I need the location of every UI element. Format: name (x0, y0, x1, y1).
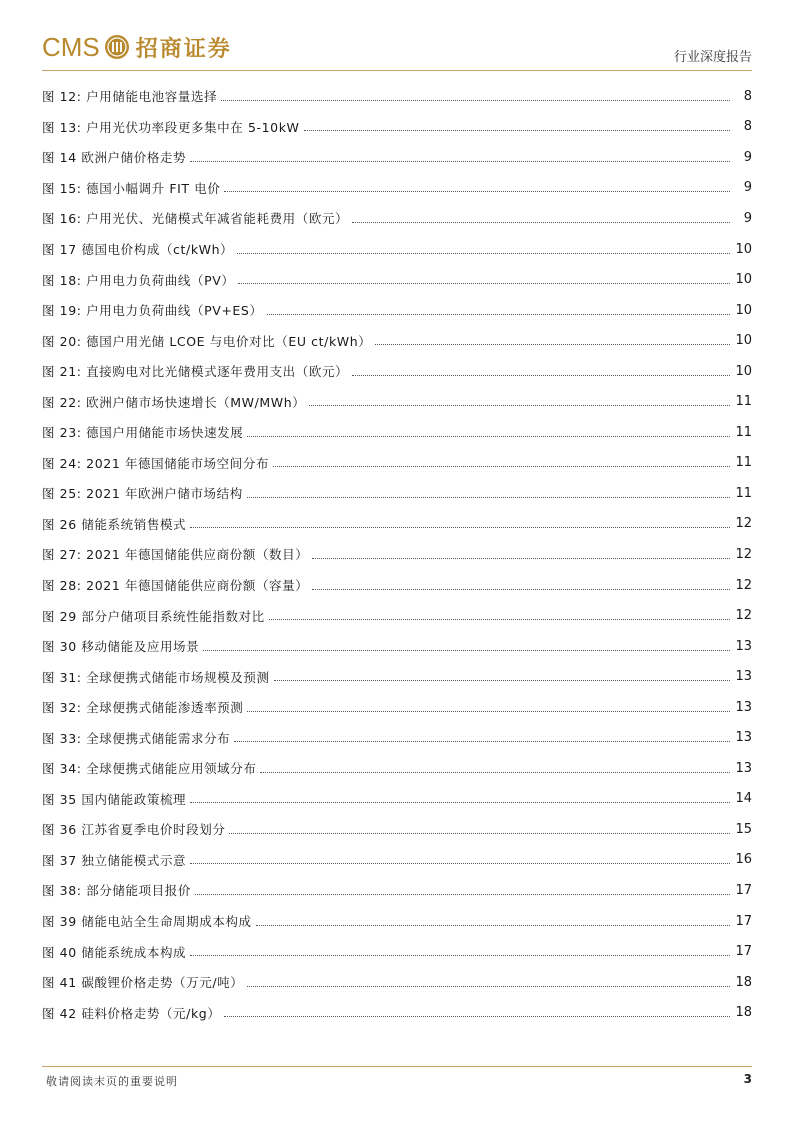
toc-entry-title: 图 21: 直接购电对比光储模式逐年费用支出（欧元） (42, 364, 349, 380)
toc-dot-leader (190, 527, 730, 528)
toc-entry[interactable] (42, 417, 752, 448)
toc-entry[interactable] (42, 509, 752, 540)
toc-entry-title: 图 41 碳酸锂价格走势（万元/吨） (42, 975, 244, 991)
toc-entry[interactable] (42, 753, 752, 784)
toc-entry-page: 13 (735, 638, 752, 654)
toc-dot-leader (238, 283, 730, 284)
toc-dot-leader (273, 466, 730, 467)
toc-entry-title: 图 25: 2021 年欧洲户储市场结构 (42, 486, 243, 502)
toc-dot-leader (247, 436, 730, 437)
toc-dot-leader (190, 802, 730, 803)
toc-entry-page: 18 (735, 1005, 752, 1021)
toc-dot-leader (269, 619, 730, 620)
toc-entry-page: 10 (735, 363, 752, 379)
toc-dot-leader (247, 497, 730, 498)
toc-dot-leader (224, 1016, 730, 1017)
toc-dot-leader (309, 405, 730, 406)
toc-entry-title: 图 24: 2021 年德国储能市场空间分布 (42, 455, 270, 471)
toc-entry-title: 图 19: 户用电力负荷曲线（PV+ES） (42, 303, 263, 319)
company-logo (42, 30, 232, 64)
toc-entry[interactable] (42, 967, 752, 998)
toc-entry-page: 8 (743, 88, 752, 104)
logo-latin-text: CMS (42, 31, 100, 62)
toc-dot-leader (190, 161, 730, 162)
footer-divider (42, 1066, 752, 1067)
toc-entry-page: 13 (735, 699, 752, 715)
toc-entry[interactable] (42, 112, 752, 143)
toc-entry[interactable] (42, 722, 752, 753)
toc-entry-page: 11 (735, 394, 752, 410)
toc-entry-title: 图 32: 全球便携式储能渗透率预测 (42, 700, 244, 716)
toc-dot-leader (312, 589, 730, 590)
toc-entry[interactable] (42, 234, 752, 265)
toc-entry-title: 图 26 储能系统销售模式 (42, 516, 187, 532)
toc-dot-leader (267, 314, 730, 315)
toc-entry-page: 15 (735, 821, 752, 837)
toc-entry[interactable] (42, 356, 752, 387)
toc-entry-title: 图 42 硅料价格走势（元/kg） (42, 1005, 221, 1021)
toc-entry-title: 图 12: 户用储能电池容量选择 (42, 89, 218, 105)
toc-entry[interactable] (42, 295, 752, 326)
toc-entry[interactable] (42, 600, 752, 631)
toc-entry-title: 图 18: 户用电力负荷曲线（PV） (42, 272, 235, 288)
toc-entry[interactable] (42, 142, 752, 173)
toc-entry[interactable] (42, 448, 752, 479)
toc-dot-leader (221, 100, 730, 101)
toc-entry-title: 图 36 江苏省夏季电价时段划分 (42, 822, 226, 838)
toc-entry-page: 12 (735, 608, 752, 624)
footer-disclaimer: 敬请阅读末页的重要说明 (46, 1075, 178, 1088)
header-divider (42, 70, 752, 71)
logo-emblem-icon (104, 34, 130, 60)
toc-dot-leader (256, 925, 730, 926)
toc-entry-page: 8 (743, 119, 752, 135)
toc-entry[interactable] (42, 661, 752, 692)
toc-entry-title: 图 13: 户用光伏功率段更多集中在 5-10kW (42, 119, 300, 135)
page-number: 3 (743, 1072, 752, 1086)
toc-dot-leader (224, 191, 730, 192)
toc-entry[interactable] (42, 692, 752, 723)
toc-dot-leader (375, 344, 730, 345)
toc-entry[interactable] (42, 386, 752, 417)
toc-entry-title: 图 17 德国电价构成（ct/kWh） (42, 242, 234, 257)
toc-entry-title: 图 16: 户用光伏、光储模式年减省能耗费用（欧元） (42, 211, 349, 227)
toc-entry-page: 11 (735, 455, 752, 471)
report-type-label: 行业深度报告 (673, 50, 752, 65)
toc-dot-leader (195, 894, 730, 895)
toc-entry[interactable] (42, 875, 752, 906)
logo-chinese-text: 招商证券 (135, 35, 232, 62)
toc-entry-title: 图 30 移动储能及应用场景 (42, 639, 200, 655)
toc-entry[interactable] (42, 264, 752, 295)
toc-entry[interactable] (42, 814, 752, 845)
toc-entry[interactable] (42, 539, 752, 570)
toc-entry-page: 9 (743, 180, 752, 196)
toc-entry-title: 图 22: 欧洲户储市场快速增长（MW/MWh） (42, 394, 306, 410)
toc-entry-title: 图 27: 2021 年德国储能供应商份额（数目） (42, 547, 309, 563)
toc-entry-title: 图 39 储能电站全生命周期成本构成 (42, 914, 252, 930)
toc-entry[interactable] (42, 845, 752, 876)
toc-entry-page: 11 (735, 485, 752, 501)
toc-entry-title: 图 34: 全球便携式储能应用领域分布 (42, 761, 257, 777)
toc-entry[interactable] (42, 173, 752, 204)
toc-dot-leader (352, 375, 730, 376)
toc-entry-title: 图 15: 德国小幅调升 FIT 电价 (42, 180, 221, 196)
toc-entry-page: 12 (735, 577, 752, 593)
toc-entry-page: 12 (735, 546, 752, 562)
toc-entry-title: 图 38: 部分储能项目报价 (42, 883, 191, 899)
toc-entry[interactable] (42, 203, 752, 234)
toc-entry-title: 图 29 部分户储项目系统性能指数对比 (42, 608, 265, 624)
toc-dot-leader (304, 130, 730, 131)
toc-dot-leader (190, 955, 730, 956)
toc-dot-leader (274, 680, 730, 681)
toc-entry-page: 17 (735, 882, 752, 898)
toc-entry[interactable] (42, 570, 752, 601)
toc-entry-title: 图 33: 全球便携式储能需求分布 (42, 730, 231, 746)
toc-entry[interactable] (42, 631, 752, 662)
toc-entry[interactable] (42, 81, 752, 112)
toc-entry[interactable] (42, 997, 752, 1028)
toc-entry-page: 9 (743, 149, 752, 165)
toc-entry-page: 12 (735, 516, 752, 532)
toc-entry[interactable] (42, 936, 752, 967)
toc-entry-page: 10 (735, 333, 752, 349)
toc-dot-leader (237, 253, 730, 254)
toc-entry[interactable] (42, 325, 752, 356)
toc-entry-title: 图 14 欧洲户储价格走势 (42, 150, 187, 166)
toc-entry-title: 图 20: 德国户用光储 LCOE 与电价对比（EU ct/kWh） (42, 333, 372, 349)
toc-dot-leader (229, 833, 730, 834)
toc-entry[interactable] (42, 906, 752, 937)
toc-entry-page: 10 (735, 302, 752, 318)
toc-dot-leader (260, 772, 730, 773)
toc-entry-title: 图 31: 全球便携式储能市场规模及预测 (42, 669, 270, 685)
page-header (42, 24, 752, 70)
toc-entry-title: 图 23: 德国户用储能市场快速发展 (42, 425, 244, 441)
toc-entry-page: 18 (735, 974, 752, 990)
toc-entry-page: 13 (735, 760, 752, 776)
toc-entry-page: 14 (735, 791, 752, 807)
toc-entry-page: 17 (735, 913, 752, 929)
toc-entry-page: 17 (735, 944, 752, 960)
toc-entry[interactable] (42, 478, 752, 509)
toc-entry-page: 16 (735, 852, 752, 868)
toc-entry-page: 10 (735, 241, 752, 257)
figure-list (42, 81, 752, 1028)
toc-entry-page: 13 (735, 669, 752, 685)
toc-entry-title: 图 40 储能系统成本构成 (42, 944, 187, 960)
toc-entry-page: 10 (735, 272, 752, 288)
toc-dot-leader (234, 741, 730, 742)
toc-entry-title: 图 28: 2021 年德国储能供应商份额（容量） (42, 578, 309, 594)
toc-dot-leader (190, 863, 730, 864)
toc-entry-page: 13 (735, 730, 752, 746)
toc-dot-leader (203, 650, 730, 651)
toc-entry-title: 图 35 国内储能政策梳理 (42, 791, 187, 807)
toc-entry-page: 11 (735, 424, 752, 440)
toc-dot-leader (247, 986, 730, 987)
toc-entry-title: 图 37 独立储能模式示意 (42, 852, 187, 868)
toc-entry-page: 9 (743, 210, 752, 226)
toc-dot-leader (352, 222, 730, 223)
toc-entry[interactable] (42, 784, 752, 815)
toc-dot-leader (312, 558, 730, 559)
toc-dot-leader (247, 711, 730, 712)
